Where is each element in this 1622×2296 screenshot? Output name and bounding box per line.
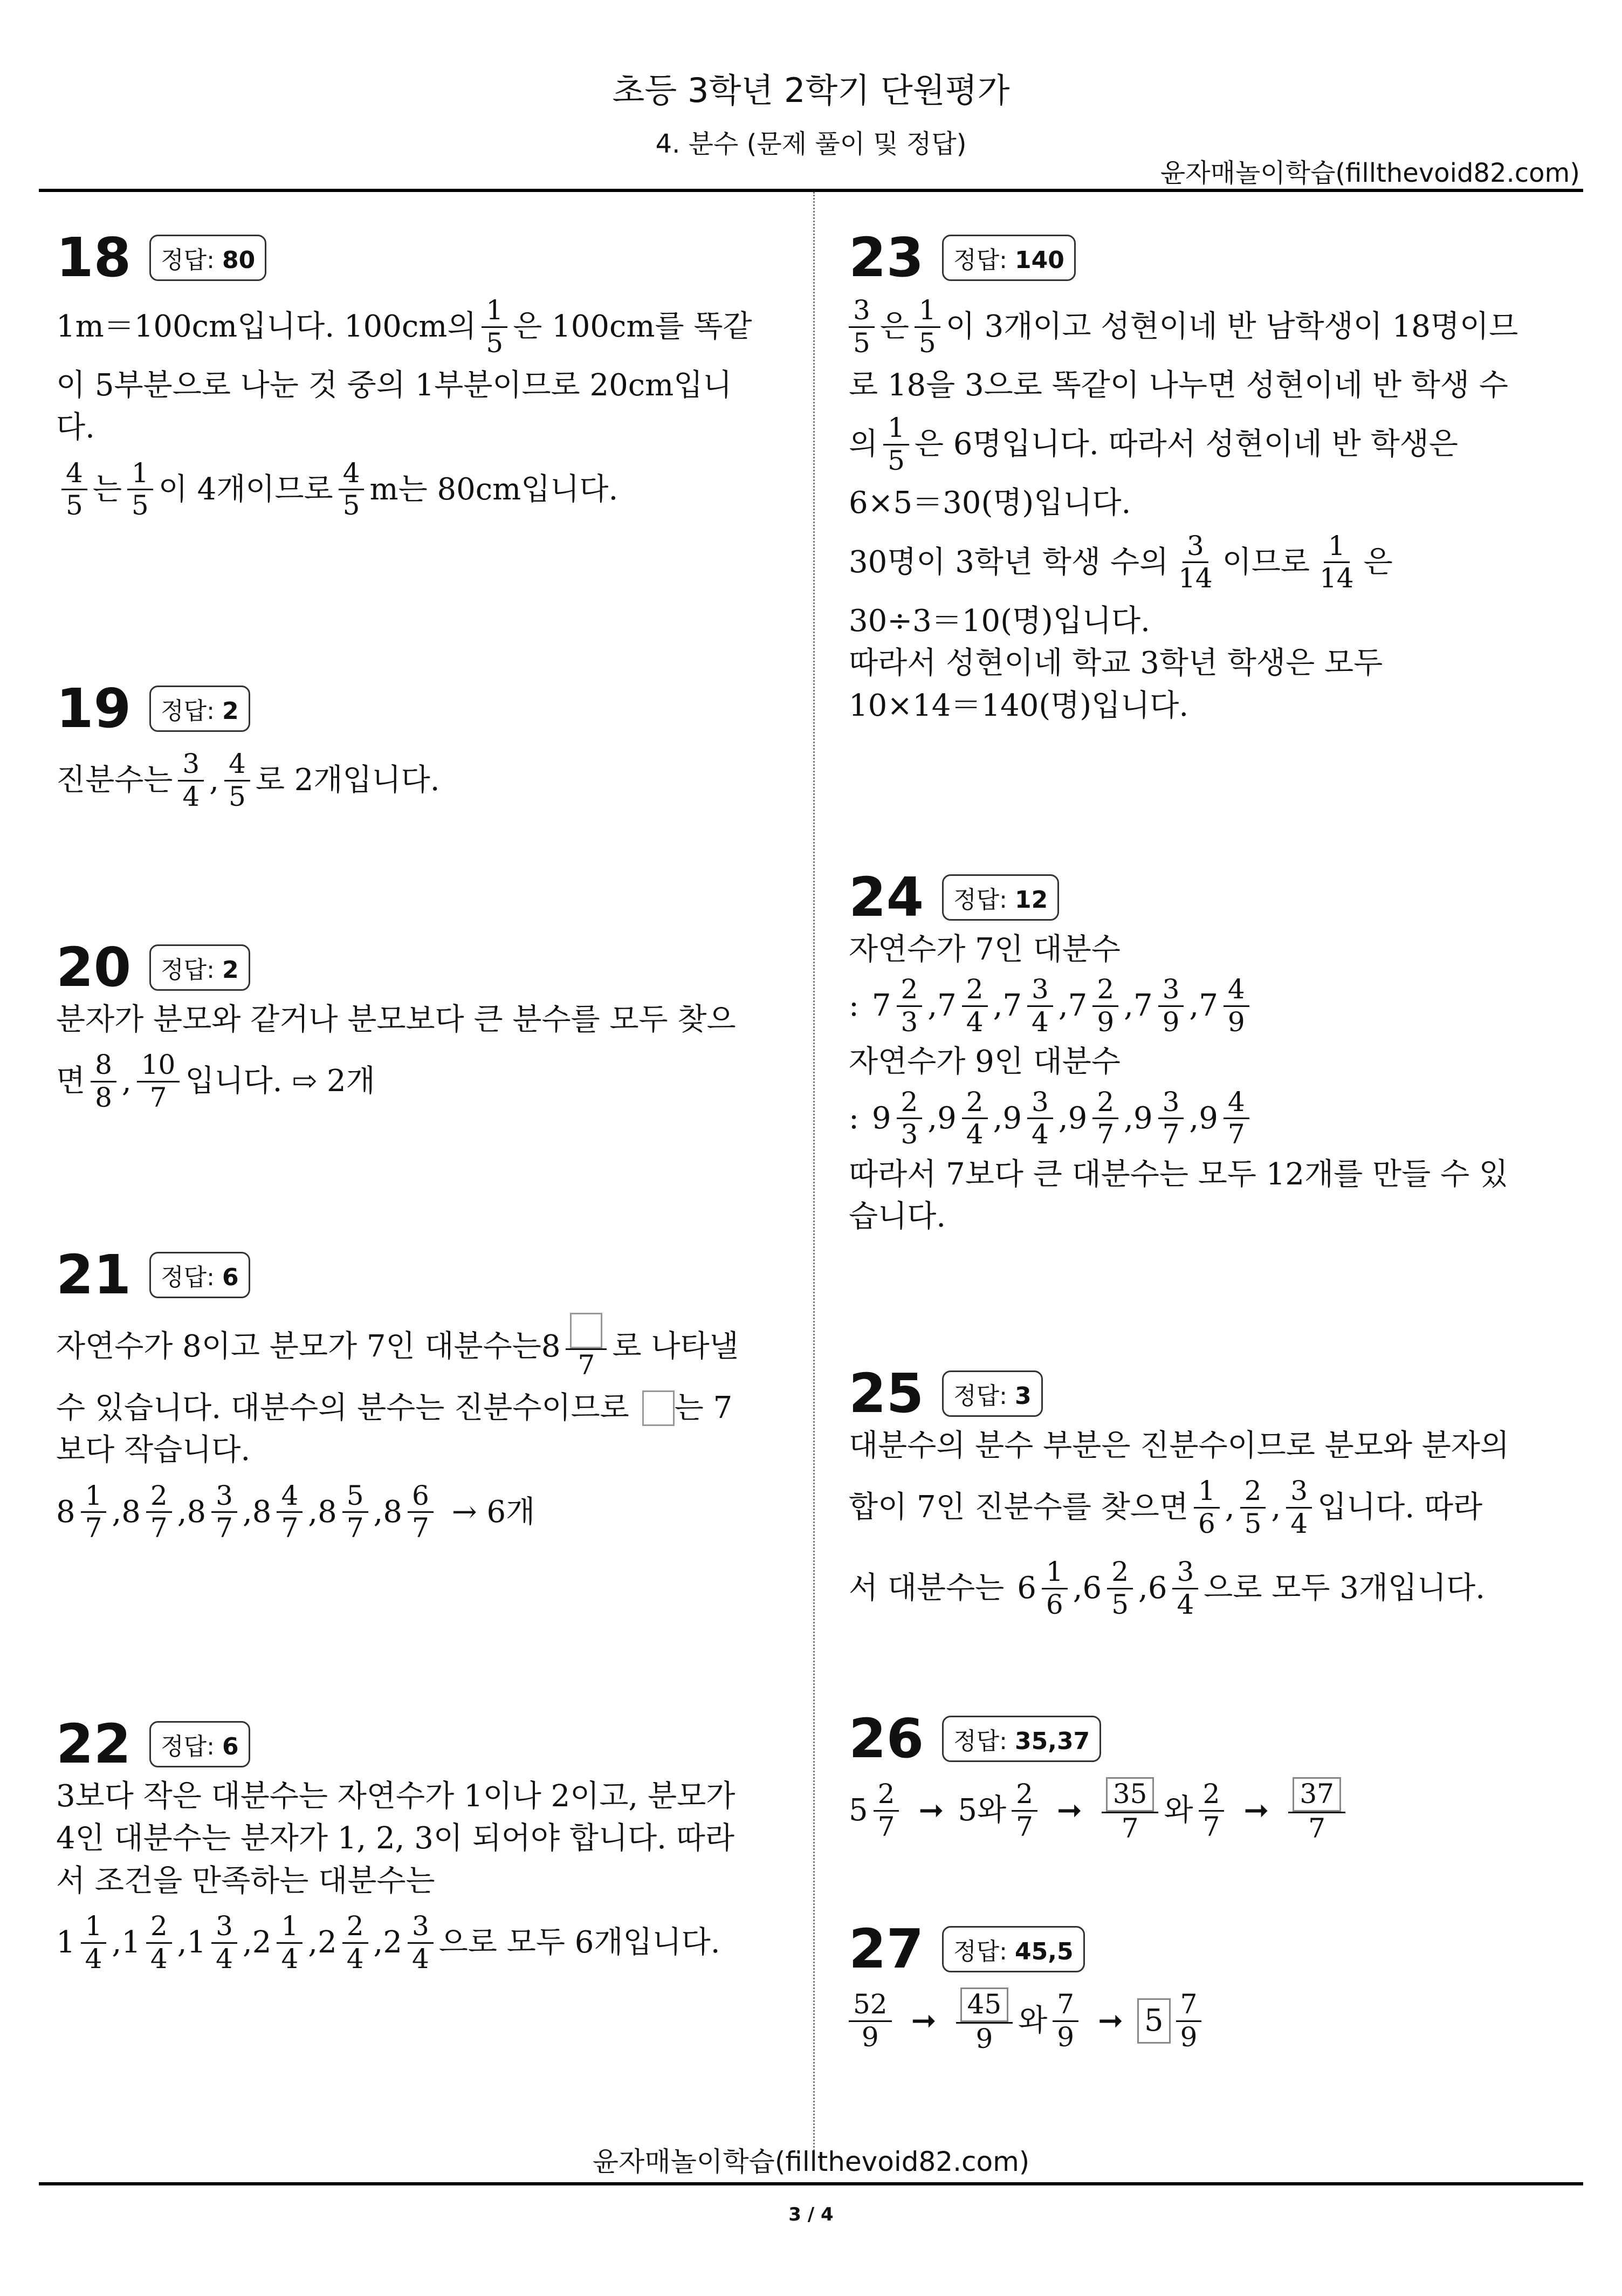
fraction: $\frac{3}{14}$ bbox=[1178, 530, 1213, 594]
fraction: $\frac{10}{7}$ bbox=[137, 1050, 180, 1113]
problem-20 bbox=[56, 936, 752, 1122]
header-site-label: 윤자매놀이학습(fillthevoid82.com) bbox=[1160, 158, 1580, 188]
solution-line: 자연수가 7인 대분수 bbox=[849, 932, 1121, 967]
mixed-number: 8 $\frac{6}{7}$ bbox=[383, 1481, 438, 1544]
solution-line: 다. bbox=[56, 410, 95, 446]
solution-line: $\frac{52}{9}$ ➞ $\frac{45}{9}$ 와 $\frac{7}{9}$ ➞ 5 $\frac{7}{9}$ bbox=[849, 1980, 1544, 2061]
arrow-icon: ➞ bbox=[1056, 1792, 1082, 1828]
arrow-icon: ➞ bbox=[1098, 2003, 1124, 2038]
page-number: 3 / 4 bbox=[788, 2204, 834, 2225]
fraction: $\frac{2}{7}$ bbox=[1012, 1779, 1037, 1842]
mixed-number: 9 $\frac{2}{3}$ bbox=[872, 1087, 927, 1150]
fraction: $\frac{1}{6}$ bbox=[1194, 1476, 1220, 1539]
mixed-number: 9 $\frac{2}{4}$ bbox=[937, 1087, 993, 1150]
page-subtitle: 4. 분수 (문제 풀이 및 정답) bbox=[655, 129, 967, 159]
solution-line: 대분수의 분수 부분은 진분수이므로 분모와 분자의 bbox=[849, 1428, 1510, 1463]
mixed-number: 2 $\frac{3}{4}$ bbox=[383, 1911, 438, 1975]
fraction: $\frac{2}{7}$ bbox=[1199, 1779, 1225, 1842]
answer-badge: 정답: 140 bbox=[942, 235, 1076, 281]
problem-18 bbox=[56, 227, 752, 530]
mixed-number: 5 $\frac{2}{7}$ bbox=[849, 1779, 904, 1842]
fraction: $\frac{7}{9}$ bbox=[1053, 1989, 1078, 2053]
mixed-number: 2 $\frac{1}{4}$ bbox=[252, 1911, 308, 1975]
fraction-boxed: $\frac{45}{9}$ bbox=[956, 1987, 1013, 2054]
solution-line: 1 $\frac{1}{4}$ , 1 $\frac{2}{4}$ , 1 $\frac{3}{4}$ , 2 $\frac{1}{4}$ , 2 $\frac{2}{4}$ , 2 $\frac{3}{4}$ 으로 모두 6개입니다. bbox=[56, 1910, 720, 1975]
mixed-number: 6 $\frac{3}{4}$ bbox=[1148, 1557, 1204, 1620]
solution-line: 자연수가 9인 대분수 bbox=[849, 1044, 1121, 1080]
fraction: $\frac{3}{4}$ bbox=[178, 749, 204, 812]
arrow-icon: ➞ bbox=[918, 1792, 944, 1828]
fraction-boxed: $\frac{35}{7}$ bbox=[1102, 1777, 1159, 1844]
fraction: $\frac{8}{8}$ bbox=[91, 1050, 116, 1113]
answer-badge: 정답: 2 bbox=[149, 686, 250, 732]
problem-number: 25 bbox=[849, 1362, 924, 1425]
problem-number: 23 bbox=[849, 226, 924, 289]
solution-line: 수 있습니다. 대분수의 분수는 진분수이므로 는 7 bbox=[56, 1390, 733, 1425]
solution-line: 자연수가 8이고 분모가 7인 대분수는 8 7 로 나타낼 bbox=[56, 1306, 752, 1387]
blank-box bbox=[642, 1390, 675, 1426]
solution-line: 이 5부분으로 나눈 것 중의 1부분이므로 20cm입니 bbox=[56, 368, 732, 403]
fraction: $\frac{4}{5}$ bbox=[224, 749, 250, 812]
fraction: $\frac{3}{4}$ bbox=[1286, 1476, 1312, 1539]
mixed-number: 7 $\frac{2}{9}$ bbox=[1068, 974, 1124, 1038]
mixed-number: 7 $\frac{2}{3}$ bbox=[872, 974, 927, 1038]
arrow-icon: ➞ bbox=[911, 2003, 937, 2038]
solution-line: 5 $\frac{2}{7}$ ➞ 5와 $\frac{2}{7}$ ➞ $\frac{35}{7}$ 와 $\frac{2}{7}$ ➞ $\frac{37}{7}$ bbox=[849, 1770, 1544, 1851]
answer-badge: 정답: 2 bbox=[149, 944, 250, 991]
solution-line: 30명이 3학년 학생 수의 $\frac{3}{14}$ 이므로 $\frac{1}{14}$ 은 bbox=[849, 530, 1393, 594]
solution-line: : 7 $\frac{2}{3}$ , 7 $\frac{2}{4}$ , 7 $\frac{3}{4}$ , 7 $\frac{2}{9}$ , 7 $\frac{3}{9}$ , 7 $\frac{4}{9}$ bbox=[849, 971, 1544, 1041]
problem-number: 22 bbox=[56, 1712, 132, 1776]
fraction: $\frac{1}{5}$ bbox=[127, 458, 153, 522]
answer-badge: 정답: 80 bbox=[149, 235, 266, 281]
mixed-number-blank: 8 7 bbox=[541, 1313, 613, 1381]
solution-line: 보다 작습니다. bbox=[56, 1433, 251, 1468]
mixed-number: 9 $\frac{3}{7}$ bbox=[1133, 1087, 1189, 1150]
solution-line: 서 대분수는 6 $\frac{1}{6}$ , 6 $\frac{2}{5}$ , 6 $\frac{3}{4}$ 으로 모두 3개입니다. bbox=[849, 1556, 1486, 1620]
answer-badge: 정답: 45,5 bbox=[942, 1926, 1084, 1972]
column-divider bbox=[813, 192, 815, 2163]
problem-number: 24 bbox=[849, 866, 924, 929]
fraction: $\frac{4}{5}$ bbox=[61, 458, 87, 522]
solution-line: 6×5＝30(명)입니다. bbox=[849, 485, 1131, 521]
solution-line: 따라서 성현이네 학교 3학년 학생은 모두 bbox=[849, 646, 1383, 681]
mixed-number: 9 $\frac{2}{7}$ bbox=[1068, 1087, 1124, 1150]
mixed-number: 6 $\frac{1}{6}$ bbox=[1017, 1557, 1073, 1620]
mixed-number: 7 $\frac{2}{4}$ bbox=[937, 974, 993, 1038]
mixed-number: 9 $\frac{4}{7}$ bbox=[1199, 1087, 1254, 1150]
solution-line: 8 $\frac{1}{7}$ , 8 $\frac{2}{7}$ , 8 $\frac{3}{7}$ , 8 $\frac{4}{7}$ , 8 $\frac{5}{7}$ , 8 $\frac{6}{7}$ → 6개 bbox=[56, 1479, 535, 1544]
solution-line: 10×14＝140(명)입니다. bbox=[849, 688, 1189, 723]
problem-23 bbox=[849, 227, 1544, 727]
mixed-number: 1 $\frac{2}{4}$ bbox=[121, 1911, 177, 1975]
problem-26 bbox=[849, 1708, 1544, 1851]
answer-badge: 정답: 35,37 bbox=[942, 1716, 1101, 1762]
footer-rule bbox=[39, 2182, 1583, 2185]
answer-badge: 정답: 12 bbox=[942, 874, 1059, 921]
mixed-number: 2 $\frac{2}{4}$ bbox=[318, 1911, 373, 1975]
fraction: $\frac{3}{5}$ bbox=[849, 295, 875, 359]
problem-number: 20 bbox=[56, 936, 132, 999]
problem-number: 27 bbox=[849, 1917, 924, 1980]
arrow-icon: ➞ bbox=[1243, 1792, 1269, 1828]
fraction: $\frac{1}{14}$ bbox=[1319, 530, 1354, 594]
fraction: $\frac{1}{5}$ bbox=[482, 295, 507, 359]
problem-25 bbox=[849, 1362, 1544, 1629]
solution-line: 의 $\frac{1}{5}$ 은 6명입니다. 따라서 성현이네 반 학생은 bbox=[849, 412, 1458, 476]
solution-line: 3보다 작은 대분수는 자연수가 1이나 2이고, 분모가 bbox=[56, 1779, 736, 1814]
problem-number: 26 bbox=[849, 1707, 924, 1770]
solution-line: 로 18을 3으로 똑같이 나누면 성현이네 반 학생 수 bbox=[849, 368, 1509, 403]
mixed-number: 8 $\frac{5}{7}$ bbox=[318, 1481, 373, 1544]
problem-24 bbox=[849, 866, 1544, 1238]
footer-site-label: 윤자매놀이학습(fillthevoid82.com) bbox=[592, 2146, 1030, 2177]
solution-line: 분자가 분모와 같거나 분모보다 큰 분수를 모두 찾으 bbox=[56, 1002, 736, 1037]
fraction: $\frac{4}{5}$ bbox=[339, 458, 365, 522]
fraction: $\frac{52}{9}$ bbox=[849, 1989, 892, 2053]
solution-line: 면 $\frac{8}{8}$ , $\frac{10}{7}$ 입니다. ⇨ 2개 bbox=[56, 1049, 375, 1113]
mixed-number: 8 $\frac{3}{7}$ bbox=[187, 1481, 243, 1544]
answer-badge: 정답: 6 bbox=[149, 1721, 250, 1767]
solution-line: 습니다. bbox=[849, 1199, 946, 1235]
answer-badge: 정답: 3 bbox=[942, 1370, 1042, 1417]
page-title: 초등 3학년 2학기 단원평가 bbox=[612, 71, 1010, 110]
mixed-number: 1 $\frac{3}{4}$ bbox=[187, 1911, 243, 1975]
mixed-number: 8 $\frac{1}{7}$ bbox=[56, 1481, 112, 1544]
problem-19 bbox=[56, 677, 752, 821]
problem-number: 19 bbox=[56, 677, 132, 740]
mixed-number-boxed: 5 $\frac{7}{9}$ bbox=[1137, 1989, 1207, 2053]
mixed-number: 6 $\frac{2}{5}$ bbox=[1083, 1557, 1138, 1620]
problem-number: 21 bbox=[56, 1243, 132, 1306]
solution-line: : 9 $\frac{2}{3}$ , 9 $\frac{2}{4}$ , 9 $\frac{3}{4}$ , 9 $\frac{2}{7}$ , 9 $\frac{3}{7}$ , 9 $\frac{4}{7}$ bbox=[849, 1084, 1544, 1154]
mixed-number: 7 $\frac{3}{4}$ bbox=[1002, 974, 1058, 1038]
fraction: $\frac{1}{5}$ bbox=[915, 295, 940, 359]
solution-line: 서 조건을 만족하는 대분수는 bbox=[56, 1863, 435, 1899]
answer-badge: 정답: 6 bbox=[149, 1252, 250, 1298]
header-rule bbox=[39, 189, 1583, 192]
mixed-number: 9 $\frac{3}{4}$ bbox=[1002, 1087, 1058, 1150]
solution-line: 따라서 7보다 큰 대분수는 모두 12개를 만들 수 있 bbox=[849, 1156, 1509, 1192]
solution-line: $\frac{3}{5}$ 은 $\frac{1}{5}$ 이 3개이고 성현이네 반 남학생이 18명이므 bbox=[849, 289, 1544, 365]
mixed-number: 7 $\frac{4}{9}$ bbox=[1199, 974, 1254, 1038]
fraction: $\frac{2}{5}$ bbox=[1240, 1476, 1266, 1539]
solution-line: 30÷3＝10(명)입니다. bbox=[849, 603, 1150, 639]
solution-line: $\frac{4}{5}$ 는 $\frac{1}{5}$ 이 4개이므로 $\frac{4}{5}$ m는 80cm입니다. bbox=[56, 449, 752, 530]
problem-21 bbox=[56, 1244, 752, 1553]
problem-22 bbox=[56, 1713, 752, 1983]
blank-box bbox=[570, 1313, 602, 1348]
fraction: $\frac{1}{5}$ bbox=[883, 413, 909, 476]
mixed-number: 7 $\frac{3}{9}$ bbox=[1133, 974, 1189, 1038]
mixed-number: 8 $\frac{4}{7}$ bbox=[252, 1481, 308, 1544]
mixed-number: 8 $\frac{2}{7}$ bbox=[121, 1481, 177, 1544]
problem-number: 18 bbox=[56, 226, 132, 289]
solution-line: 1m＝100cm입니다. 100cm의 $\frac{1}{5}$ 은 100cm를 똑같 bbox=[56, 294, 752, 359]
problem-27 bbox=[849, 1918, 1544, 2061]
fraction-boxed: $\frac{37}{7}$ bbox=[1288, 1777, 1345, 1844]
mixed-number: 1 $\frac{1}{4}$ bbox=[56, 1911, 112, 1975]
solution-line: 합이 7인 진분수를 찾으면 $\frac{1}{6}$ , $\frac{2}{5}$ , $\frac{3}{4}$ 입니다. 따라 bbox=[849, 1475, 1483, 1539]
solution-line: 4인 대분수는 분자가 1, 2, 3이 되어야 합니다. 따라 bbox=[56, 1821, 734, 1856]
solution-line: 진분수는 $\frac{3}{4}$ , $\frac{4}{5}$ 로 2개입니다. bbox=[56, 748, 440, 812]
